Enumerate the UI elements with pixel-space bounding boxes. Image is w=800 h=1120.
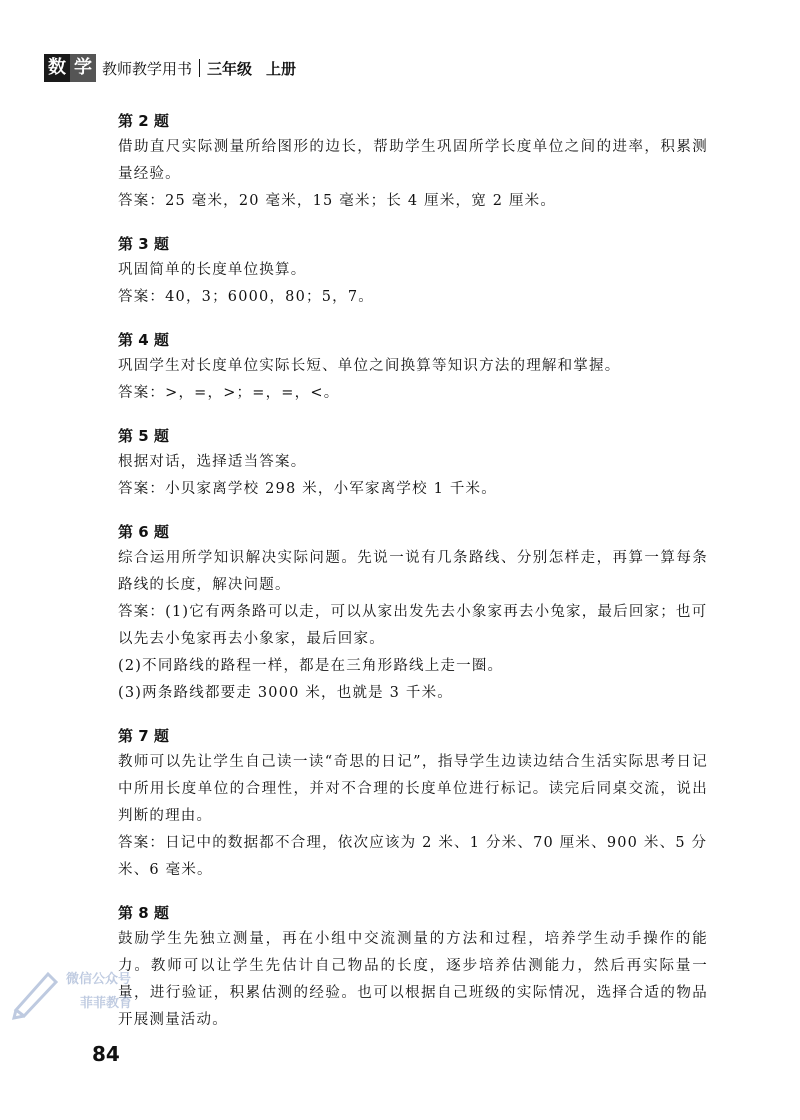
section-title: 第 3 题 bbox=[118, 235, 169, 253]
paragraph: 教师可以先让学生自己读一读“奇思的日记”，指导学生边读边结合生活实际思考日记中所用长度单位的合理性，并对不合理的长度单位进行标记。读完后同桌交流，说出判断的理由。 bbox=[118, 754, 708, 824]
answer: 答案：25 毫米，20 毫米，15 毫米；长 4 厘米，宽 2 厘米。 bbox=[118, 193, 557, 209]
watermark bbox=[8, 960, 158, 1030]
grade-label: 三年级 bbox=[207, 59, 253, 78]
paragraph: 巩固简单的长度单位换算。 bbox=[118, 262, 307, 278]
book-title: 教师教学用书 bbox=[102, 59, 193, 78]
answer: 答案：40，3；6000，80；5，7。 bbox=[118, 289, 374, 305]
main-content bbox=[118, 108, 708, 1050]
answer: 答案：日记中的数据都不合理，依次应该为 2 米、1 分米、70 厘米、900 米、5 分米、6 毫米。 bbox=[118, 835, 708, 878]
logo-char-1: 数 bbox=[44, 54, 70, 82]
section-title: 第 2 题 bbox=[118, 112, 169, 130]
section-q8 bbox=[118, 900, 708, 1034]
section-title: 第 8 题 bbox=[118, 904, 169, 922]
paragraph: 根据对话，选择适当答案。 bbox=[118, 454, 307, 470]
section-q7 bbox=[118, 723, 708, 884]
section-q4 bbox=[118, 327, 708, 407]
pencil-icon bbox=[8, 960, 68, 1020]
section-title: 第 5 题 bbox=[118, 427, 169, 445]
page-number: 84 bbox=[92, 1042, 120, 1066]
answer: 答案：小贝家离学校 298 米，小军家离学校 1 千米。 bbox=[118, 481, 497, 497]
paragraph: 借助直尺实际测量所给图形的边长，帮助学生巩固所学长度单位之间的进率，积累测量经验。 bbox=[118, 139, 708, 182]
section-q5 bbox=[118, 423, 708, 503]
answer: (3)两条路线都要走 3000 米，也就是 3 千米。 bbox=[118, 685, 454, 701]
section-q2 bbox=[118, 108, 708, 215]
paragraph: 鼓励学生先独立测量，再在小组中交流测量的方法和过程，培养学生动手操作的能力。教师可以让学生先估计自己物品的长度，逐步培养估测能力，然后再实际量一量，进行验证，积累估测的经验。也可以根据自己班级的实际情况，选择合适的物品开展测量活动。 bbox=[118, 931, 708, 1028]
section-title: 第 6 题 bbox=[118, 523, 169, 541]
logo-char-2: 学 bbox=[70, 54, 96, 82]
answer: 答案：>，=，>；=，=，<。 bbox=[118, 385, 340, 401]
volume-label: 上册 bbox=[266, 59, 297, 78]
paragraph: 巩固学生对长度单位实际长短、单位之间换算等知识方法的理解和掌握。 bbox=[118, 358, 621, 374]
watermark-line-1: 微信公众号 bbox=[66, 972, 132, 987]
section-title: 第 7 题 bbox=[118, 727, 169, 745]
page-header bbox=[44, 50, 764, 86]
answer: (2)不同路线的路程一样，都是在三角形路线上走一圈。 bbox=[118, 658, 504, 674]
answer: 答案：(1)它有两条路可以走，可以从家出发先去小象家再去小兔家，最后回家；也可以先去小兔家再去小象家，最后回家。 bbox=[118, 604, 708, 647]
section-q3 bbox=[118, 231, 708, 311]
watermark-line-2: 菲菲教育 bbox=[80, 996, 133, 1011]
subject-logo bbox=[44, 53, 96, 83]
header-divider bbox=[199, 59, 200, 77]
section-q6 bbox=[118, 519, 708, 707]
paragraph: 综合运用所学知识解决实际问题。先说一说有几条路线、分别怎样走，再算一算每条路线的长度，解决问题。 bbox=[118, 550, 708, 593]
section-title: 第 4 题 bbox=[118, 331, 169, 349]
